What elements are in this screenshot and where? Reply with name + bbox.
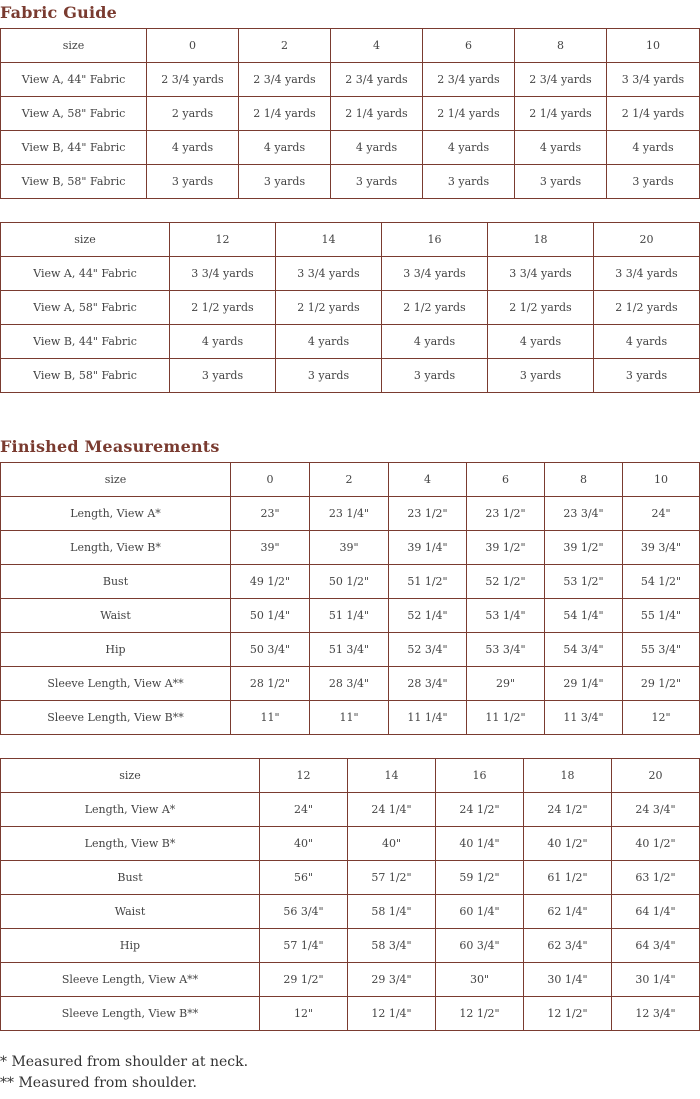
header-size-cell: 12: [260, 759, 348, 793]
table-header-row: [1, 29, 700, 63]
value-cell: 2 1/4 yards: [331, 97, 423, 131]
value-cell: 4 yards: [594, 325, 700, 359]
table-row: [1, 165, 700, 199]
value-cell: 50 3/4": [231, 633, 310, 667]
value-cell: 53 3/4": [467, 633, 545, 667]
value-cell: 40 1/2": [524, 827, 612, 861]
table-header-row: [1, 223, 700, 257]
value-cell: 39 1/2": [467, 531, 545, 565]
value-cell: 2 1/2 yards: [594, 291, 700, 325]
value-cell: 51 1/4": [310, 599, 389, 633]
table-row: [1, 793, 700, 827]
header-size-cell: 6: [423, 29, 515, 63]
value-cell: 63 1/2": [612, 861, 700, 895]
value-cell: 24": [623, 497, 700, 531]
value-cell: 24 1/4": [348, 793, 436, 827]
value-cell: 2 3/4 yards: [239, 63, 331, 97]
value-cell: 12 1/2": [436, 997, 524, 1031]
value-cell: 54 1/2": [623, 565, 700, 599]
value-cell: 2 1/4 yards: [607, 97, 700, 131]
table-row: [1, 599, 700, 633]
table-row: [1, 565, 700, 599]
value-cell: 57 1/4": [260, 929, 348, 963]
value-cell: 52 3/4": [389, 633, 467, 667]
value-cell: 54 1/4": [545, 599, 623, 633]
value-cell: 50 1/4": [231, 599, 310, 633]
value-cell: 3 yards: [331, 165, 423, 199]
header-size-cell: 10: [623, 463, 700, 497]
value-cell: 4 yards: [607, 131, 700, 165]
header-label-cell: size: [1, 759, 260, 793]
table-row: [1, 131, 700, 165]
value-cell: 2 1/4 yards: [239, 97, 331, 131]
value-cell: 62 1/4": [524, 895, 612, 929]
value-cell: 4 yards: [276, 325, 382, 359]
value-cell: 3 yards: [515, 165, 607, 199]
value-cell: 4 yards: [423, 131, 515, 165]
value-cell: 56": [260, 861, 348, 895]
value-cell: 51 3/4": [310, 633, 389, 667]
value-cell: 39": [310, 531, 389, 565]
value-cell: 3 3/4 yards: [276, 257, 382, 291]
table-row: [1, 63, 700, 97]
table-row: [1, 531, 700, 565]
value-cell: 11": [231, 701, 310, 735]
table-row: [1, 633, 700, 667]
row-label-cell: Bust: [1, 861, 260, 895]
value-cell: 23 1/4": [310, 497, 389, 531]
value-cell: 4 yards: [382, 325, 488, 359]
value-cell: 3 yards: [423, 165, 515, 199]
row-label-cell: View A, 58" Fabric: [1, 291, 170, 325]
header-size-cell: 14: [276, 223, 382, 257]
value-cell: 2 1/2 yards: [488, 291, 594, 325]
value-cell: 40": [348, 827, 436, 861]
fabric-guide-table-sizes-12-20: [0, 222, 700, 393]
value-cell: 62 3/4": [524, 929, 612, 963]
value-cell: 3 yards: [239, 165, 331, 199]
table-row: [1, 667, 700, 701]
value-cell: 52 1/4": [389, 599, 467, 633]
value-cell: 3 yards: [382, 359, 488, 393]
value-cell: 57 1/2": [348, 861, 436, 895]
row-label-cell: Length, View A*: [1, 793, 260, 827]
value-cell: 12 1/2": [524, 997, 612, 1031]
value-cell: 2 yards: [147, 97, 239, 131]
row-label-cell: Waist: [1, 599, 231, 633]
value-cell: 3 yards: [607, 165, 700, 199]
row-label-cell: Hip: [1, 633, 231, 667]
value-cell: 12": [260, 997, 348, 1031]
table-row: [1, 359, 700, 393]
value-cell: 3 3/4 yards: [488, 257, 594, 291]
value-cell: 11 1/4": [389, 701, 467, 735]
header-size-cell: 6: [467, 463, 545, 497]
header-size-cell: 18: [524, 759, 612, 793]
value-cell: 3 3/4 yards: [594, 257, 700, 291]
header-label-cell: size: [1, 29, 147, 63]
table-row: [1, 997, 700, 1031]
table-row: [1, 97, 700, 131]
header-size-cell: 4: [389, 463, 467, 497]
header-size-cell: 8: [515, 29, 607, 63]
value-cell: 24 1/2": [524, 793, 612, 827]
row-label-cell: Length, View A*: [1, 497, 231, 531]
table-row: [1, 929, 700, 963]
value-cell: 12 1/4": [348, 997, 436, 1031]
row-label-cell: Hip: [1, 929, 260, 963]
value-cell: 2 3/4 yards: [515, 63, 607, 97]
header-label-cell: size: [1, 463, 231, 497]
table-row: [1, 827, 700, 861]
value-cell: 61 1/2": [524, 861, 612, 895]
value-cell: 12 3/4": [612, 997, 700, 1031]
table-row: [1, 291, 700, 325]
value-cell: 2 1/4 yards: [515, 97, 607, 131]
header-size-cell: 2: [310, 463, 389, 497]
row-label-cell: View A, 44" Fabric: [1, 257, 170, 291]
value-cell: 30": [436, 963, 524, 997]
row-label-cell: View A, 44" Fabric: [1, 63, 147, 97]
header-size-cell: 10: [607, 29, 700, 63]
row-label-cell: View B, 58" Fabric: [1, 359, 170, 393]
value-cell: 40 1/4": [436, 827, 524, 861]
header-size-cell: 0: [147, 29, 239, 63]
value-cell: 4 yards: [170, 325, 276, 359]
table-row: [1, 963, 700, 997]
value-cell: 2 3/4 yards: [331, 63, 423, 97]
value-cell: 24": [260, 793, 348, 827]
footnote-shoulder: ** Measured from shoulder.: [0, 1075, 198, 1091]
row-label-cell: Length, View B*: [1, 827, 260, 861]
value-cell: 29 1/2": [623, 667, 700, 701]
header-size-cell: 8: [545, 463, 623, 497]
value-cell: 30 1/4": [612, 963, 700, 997]
row-label-cell: Length, View B*: [1, 531, 231, 565]
value-cell: 2 1/2 yards: [170, 291, 276, 325]
table-row: [1, 701, 700, 735]
value-cell: 29": [467, 667, 545, 701]
row-label-cell: Sleeve Length, View B**: [1, 701, 231, 735]
row-label-cell: View B, 44" Fabric: [1, 325, 170, 359]
header-label-cell: size: [1, 223, 170, 257]
value-cell: 3 3/4 yards: [170, 257, 276, 291]
value-cell: 4 yards: [488, 325, 594, 359]
value-cell: 3 3/4 yards: [382, 257, 488, 291]
value-cell: 4 yards: [239, 131, 331, 165]
value-cell: 28 3/4": [310, 667, 389, 701]
header-size-cell: 20: [594, 223, 700, 257]
value-cell: 59 1/2": [436, 861, 524, 895]
value-cell: 56 3/4": [260, 895, 348, 929]
value-cell: 11 3/4": [545, 701, 623, 735]
table-row: [1, 257, 700, 291]
value-cell: 3 yards: [170, 359, 276, 393]
value-cell: 4 yards: [515, 131, 607, 165]
header-size-cell: 18: [488, 223, 594, 257]
value-cell: 24 3/4": [612, 793, 700, 827]
value-cell: 23 1/2": [467, 497, 545, 531]
value-cell: 2 1/2 yards: [276, 291, 382, 325]
value-cell: 3 yards: [488, 359, 594, 393]
row-label-cell: Sleeve Length, View A**: [1, 667, 231, 701]
value-cell: 39 1/2": [545, 531, 623, 565]
table-row: [1, 861, 700, 895]
value-cell: 54 3/4": [545, 633, 623, 667]
value-cell: 3 yards: [276, 359, 382, 393]
row-label-cell: View A, 58" Fabric: [1, 97, 147, 131]
finished-measurements-table-sizes-0-10: [0, 462, 700, 735]
table-header-row: [1, 463, 700, 497]
value-cell: 23 3/4": [545, 497, 623, 531]
footnote-neck: * Measured from shoulder at neck.: [0, 1054, 249, 1070]
row-label-cell: Waist: [1, 895, 260, 929]
value-cell: 40 1/2": [612, 827, 700, 861]
value-cell: 3 3/4 yards: [607, 63, 700, 97]
fabric-guide-table-sizes-0-10: [0, 28, 700, 199]
value-cell: 29 1/2": [260, 963, 348, 997]
table-header-row: [1, 759, 700, 793]
value-cell: 2 1/2 yards: [382, 291, 488, 325]
value-cell: 4 yards: [331, 131, 423, 165]
value-cell: 28 3/4": [389, 667, 467, 701]
value-cell: 29 3/4": [348, 963, 436, 997]
value-cell: 40": [260, 827, 348, 861]
value-cell: 28 1/2": [231, 667, 310, 701]
header-size-cell: 4: [331, 29, 423, 63]
value-cell: 58 3/4": [348, 929, 436, 963]
header-size-cell: 16: [436, 759, 524, 793]
value-cell: 2 3/4 yards: [423, 63, 515, 97]
value-cell: 55 3/4": [623, 633, 700, 667]
value-cell: 39": [231, 531, 310, 565]
value-cell: 64 1/4": [612, 895, 700, 929]
value-cell: 4 yards: [147, 131, 239, 165]
header-size-cell: 14: [348, 759, 436, 793]
value-cell: 55 1/4": [623, 599, 700, 633]
value-cell: 53 1/4": [467, 599, 545, 633]
value-cell: 11 1/2": [467, 701, 545, 735]
row-label-cell: View B, 58" Fabric: [1, 165, 147, 199]
value-cell: 3 yards: [147, 165, 239, 199]
header-size-cell: 12: [170, 223, 276, 257]
value-cell: 60 3/4": [436, 929, 524, 963]
row-label-cell: Bust: [1, 565, 231, 599]
row-label-cell: Sleeve Length, View B**: [1, 997, 260, 1031]
value-cell: 60 1/4": [436, 895, 524, 929]
row-label-cell: Sleeve Length, View A**: [1, 963, 260, 997]
value-cell: 58 1/4": [348, 895, 436, 929]
value-cell: 11": [310, 701, 389, 735]
header-size-cell: 0: [231, 463, 310, 497]
value-cell: 52 1/2": [467, 565, 545, 599]
table-row: [1, 497, 700, 531]
value-cell: 2 3/4 yards: [147, 63, 239, 97]
value-cell: 23": [231, 497, 310, 531]
value-cell: 12": [623, 701, 700, 735]
header-size-cell: 2: [239, 29, 331, 63]
value-cell: 24 1/2": [436, 793, 524, 827]
value-cell: 39 1/4": [389, 531, 467, 565]
finished-measurements-table-sizes-12-20: [0, 758, 700, 1031]
value-cell: 64 3/4": [612, 929, 700, 963]
value-cell: 50 1/2": [310, 565, 389, 599]
value-cell: 30 1/4": [524, 963, 612, 997]
value-cell: 3 yards: [594, 359, 700, 393]
header-size-cell: 16: [382, 223, 488, 257]
finished-measurements-title: Finished Measurements: [0, 437, 220, 456]
value-cell: 29 1/4": [545, 667, 623, 701]
value-cell: 51 1/2": [389, 565, 467, 599]
header-size-cell: 20: [612, 759, 700, 793]
value-cell: 23 1/2": [389, 497, 467, 531]
value-cell: 2 1/4 yards: [423, 97, 515, 131]
value-cell: 39 3/4": [623, 531, 700, 565]
value-cell: 53 1/2": [545, 565, 623, 599]
table-row: [1, 325, 700, 359]
table-row: [1, 895, 700, 929]
value-cell: 49 1/2": [231, 565, 310, 599]
row-label-cell: View B, 44" Fabric: [1, 131, 147, 165]
fabric-guide-title: Fabric Guide: [0, 3, 118, 22]
